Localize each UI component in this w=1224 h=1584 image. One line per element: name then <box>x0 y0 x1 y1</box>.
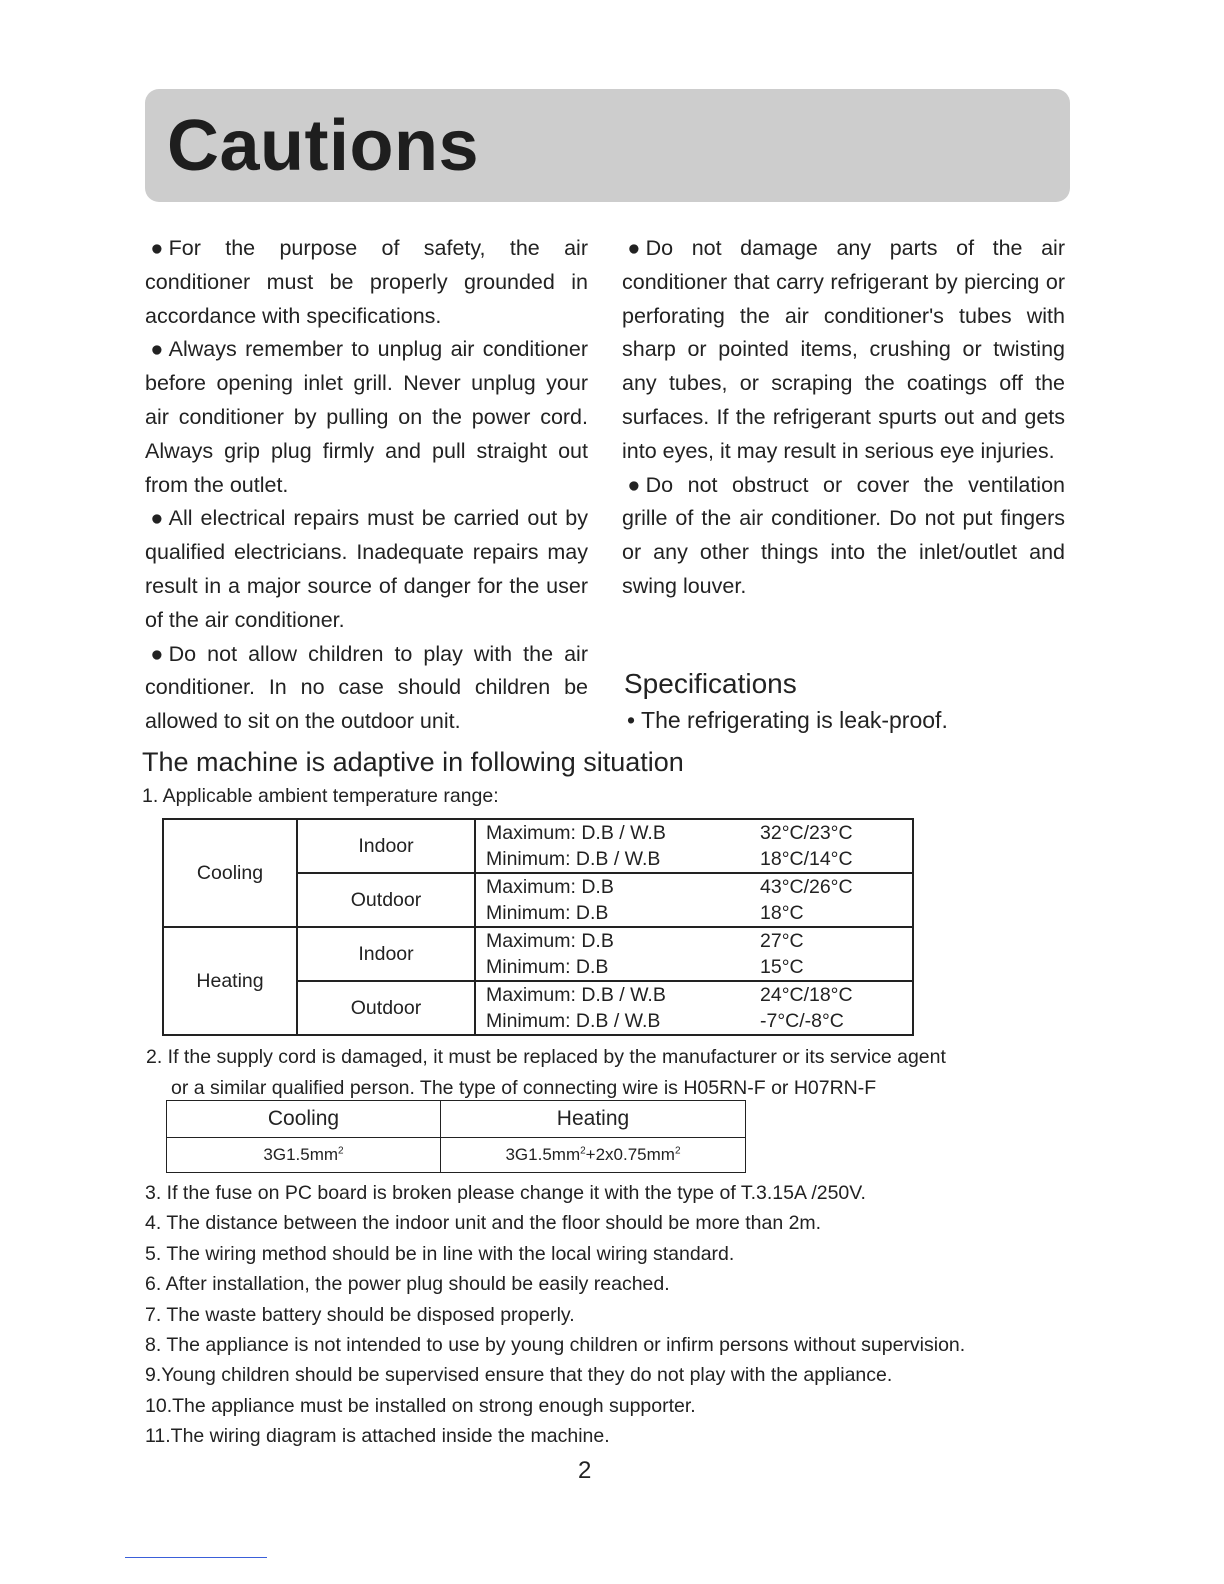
heating-wire-value: $3G1.5mm^2+2x0.75mm^2$ <box>441 1138 746 1173</box>
page-title: Cautions <box>167 106 480 186</box>
temperature-table <box>162 818 914 1036</box>
condition-cell: Maximum: D.B / W.B Minimum: D.B / W.B <box>475 981 752 1035</box>
table-row <box>167 1101 746 1138</box>
condition-cell: Maximum: D.B Minimum: D.B <box>475 927 752 981</box>
caution-paragraph: ● Always remember to unplug air conditioner before opening inlet grill. Never unplug your air conditioner by pulling on the power cord. Always grip plug firmly and pull straight out from the outlet. <box>145 333 588 502</box>
title-banner <box>145 89 1070 202</box>
value-cell: 24°C/18°C -7°C/-8°C <box>752 981 913 1035</box>
page-number: 2 <box>578 1457 592 1484</box>
bullet-icon: ● <box>627 236 641 260</box>
specifications-heading: Specifications <box>624 668 797 699</box>
indoor-label: Indoor <box>297 927 475 981</box>
wire-table <box>166 1100 746 1173</box>
bullet-icon: ● <box>150 337 164 362</box>
caution-paragraph: ● For the purpose of safety, the air conditioner must be properly grounded in accordance with specifications. <box>145 232 588 333</box>
heating-header: Heating <box>441 1101 746 1138</box>
list-item: 3. If the fuse on PC board is broken please change it with the type of T.3.15A /250V. <box>145 1182 866 1204</box>
list-item: 4. The distance between the indoor unit and the floor should be more than 2m. <box>145 1212 822 1235</box>
bullet-icon: ● <box>150 236 164 260</box>
condition-cell: Maximum: D.B Minimum: D.B <box>475 873 752 927</box>
indoor-label: Indoor <box>297 819 475 873</box>
outdoor-label: Outdoor <box>297 981 475 1035</box>
list-item: 6. After installation, the power plug should be easily reached. <box>145 1273 670 1296</box>
supply-cord-note: 2. If the supply cord is damaged, it must be replaced by the manufacturer or its service agent or a similar qualified person. The type of connecting wire is H05RN-F or H07RN-F <box>146 1046 946 1099</box>
list-item: 11.The wiring diagram is attached inside the machine. <box>145 1425 610 1448</box>
caution-paragraph: ● Do not obstruct or cover the ventilation grille of the air conditioner. Do not put fingers or any other things into the inlet/outlet and swing louver. <box>622 469 1065 604</box>
cooling-header: Cooling <box>167 1101 441 1138</box>
table-row <box>167 1138 746 1173</box>
caution-paragraph: ● Do not damage any parts of the air conditioner that carry refrigerant by piercing or perforating the air conditioner's tubes with sharp or pointed items, crushing or twisting any tubes, or scraping the coatings off the surfaces. If the refrigerant spurts out and gets into eyes, it may result in serious eye injuries. <box>622 232 1065 469</box>
bullet-icon: ● <box>150 506 164 531</box>
list-item: 8. The appliance is not intended to use by young children or infirm persons without supervision. <box>145 1334 966 1357</box>
cooling-label: Cooling <box>163 819 297 927</box>
bullet-icon: ● <box>627 472 641 497</box>
list-item: 5. The wiring method should be in line with the local wiring standard. <box>145 1242 735 1265</box>
cautions-left-column <box>145 232 588 739</box>
caution-paragraph: ● Do not allow children to play with the air conditioner. In no case should children be allowed to sit on the outdoor unit. <box>145 638 588 739</box>
heating-label: Heating <box>163 927 297 1035</box>
list-item: 10.The appliance must be installed on strong enough supporter. <box>145 1394 696 1417</box>
table-row <box>163 927 913 981</box>
value-cell: 43°C/26°C 18°C <box>752 873 913 927</box>
list-item: 9.Young children should be supervised ensure that they do not play with the appliance. <box>145 1364 893 1387</box>
value-cell: 32°C/23°C 18°C/14°C <box>752 819 913 873</box>
cooling-wire-value: $3G1.5mm^2$ <box>167 1138 441 1173</box>
condition-cell: Maximum: D.B / W.B Minimum: D.B / W.B <box>475 819 752 873</box>
list-item: 7. The waste battery should be disposed properly. <box>145 1303 575 1326</box>
cautions-right-column <box>622 232 1065 604</box>
bullet-icon: ● <box>150 641 164 666</box>
footer-divider <box>125 1557 267 1558</box>
caution-paragraph: ● All electrical repairs must be carried out by qualified electricians. Inadequate repairs may result in a major source of danger for the user of the air conditioner. <box>145 502 588 637</box>
outdoor-label: Outdoor <box>297 873 475 927</box>
temperature-range-label: 1. Applicable ambient temperature range: <box>142 785 499 807</box>
numbered-list <box>145 1178 1145 1452</box>
value-cell: 27°C 15°C <box>752 927 913 981</box>
table-row <box>163 819 913 873</box>
specifications-item: • The refrigerating is leak-proof. <box>627 707 948 733</box>
adaptive-heading: The machine is adaptive in following situation <box>142 747 684 777</box>
